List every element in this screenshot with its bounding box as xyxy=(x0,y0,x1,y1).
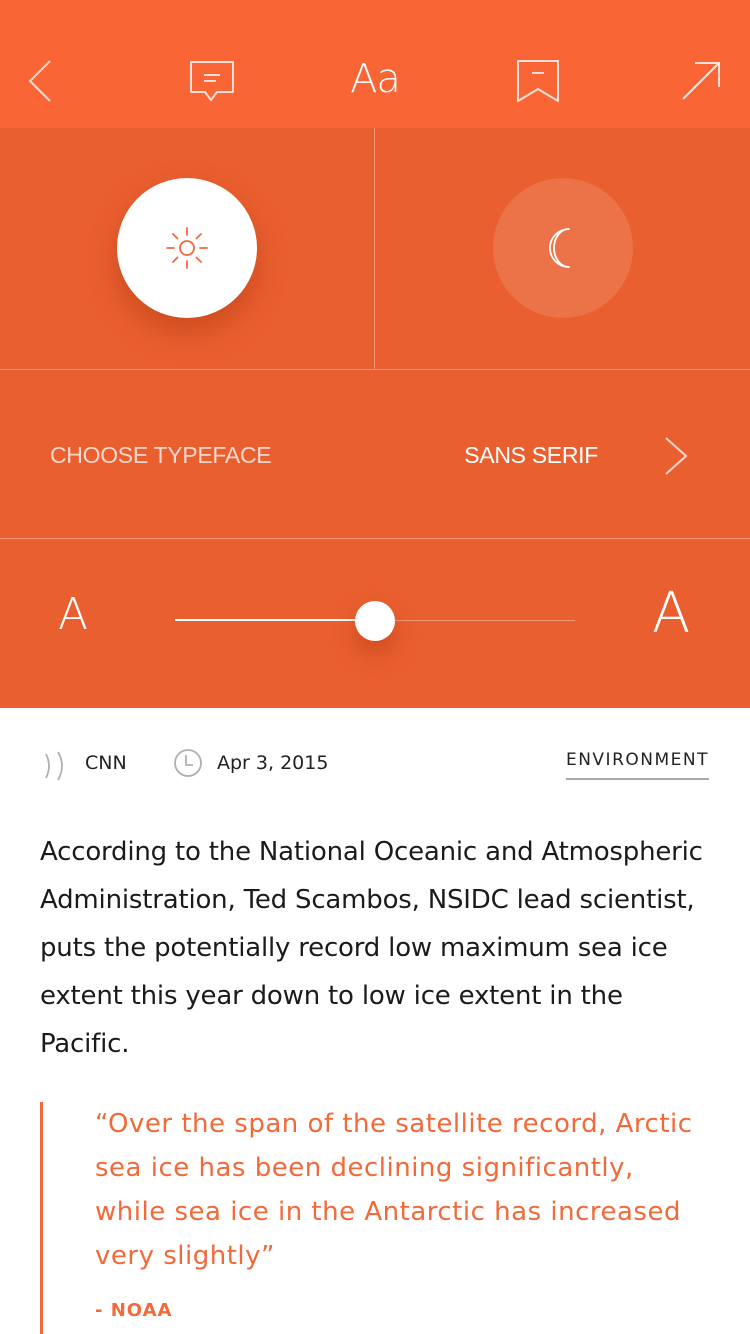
article-source: CNN xyxy=(85,752,127,774)
reading-settings-panel xyxy=(0,128,750,708)
typeface-value: SANS SERIF xyxy=(464,442,598,468)
bookmark-button[interactable] xyxy=(507,50,569,112)
article-date: Apr 3, 2015 xyxy=(217,752,329,774)
typeface-selector[interactable] xyxy=(0,370,750,538)
chevron-left-icon xyxy=(26,59,56,103)
font-size-small-label: A xyxy=(58,589,89,640)
typeface-label: CHOOSE TYPEFACE xyxy=(50,442,272,468)
font-size-slider[interactable] xyxy=(175,601,575,641)
slider-thumb[interactable] xyxy=(355,601,395,641)
sun-icon xyxy=(163,224,211,272)
pull-quote xyxy=(40,1102,710,1334)
comments-button[interactable] xyxy=(181,50,243,112)
share-button[interactable] xyxy=(670,50,732,112)
theme-selector xyxy=(0,128,750,369)
font-size-control xyxy=(0,539,750,708)
back-button[interactable] xyxy=(10,50,72,112)
article-body: According to the National Oceanic and Atmospheric Administration, Ted Scambos, NSIDC lead scientist, puts the potentially record low maximum sea ice extent this year down to low ice extent in the Pacific. xyxy=(40,837,703,1059)
article-meta xyxy=(0,708,750,808)
quote-text: “Over the span of the satellite record, Arctic sea ice has been declining significantly, while sea ice in the Antarctic has increased very slightly” xyxy=(95,1109,693,1271)
article-category[interactable]: ENVIRONMENT xyxy=(566,750,709,780)
bookmark-icon xyxy=(516,59,560,103)
moon-icon xyxy=(543,226,583,270)
quote-source: - NOAA xyxy=(95,1300,173,1321)
light-theme-button[interactable] xyxy=(117,178,257,318)
top-toolbar xyxy=(0,0,750,128)
share-arrow-icon xyxy=(679,59,723,103)
theme-divider xyxy=(374,128,375,369)
typography-button[interactable] xyxy=(338,48,412,110)
slider-fill xyxy=(175,619,375,621)
dark-theme-button[interactable] xyxy=(493,178,633,318)
source-icon xyxy=(42,750,70,782)
chevron-right-icon xyxy=(660,436,690,476)
font-size-large-label: A xyxy=(652,581,691,646)
typography-label: Aa xyxy=(350,56,400,102)
clock-icon xyxy=(173,748,203,778)
comment-icon xyxy=(189,58,235,104)
